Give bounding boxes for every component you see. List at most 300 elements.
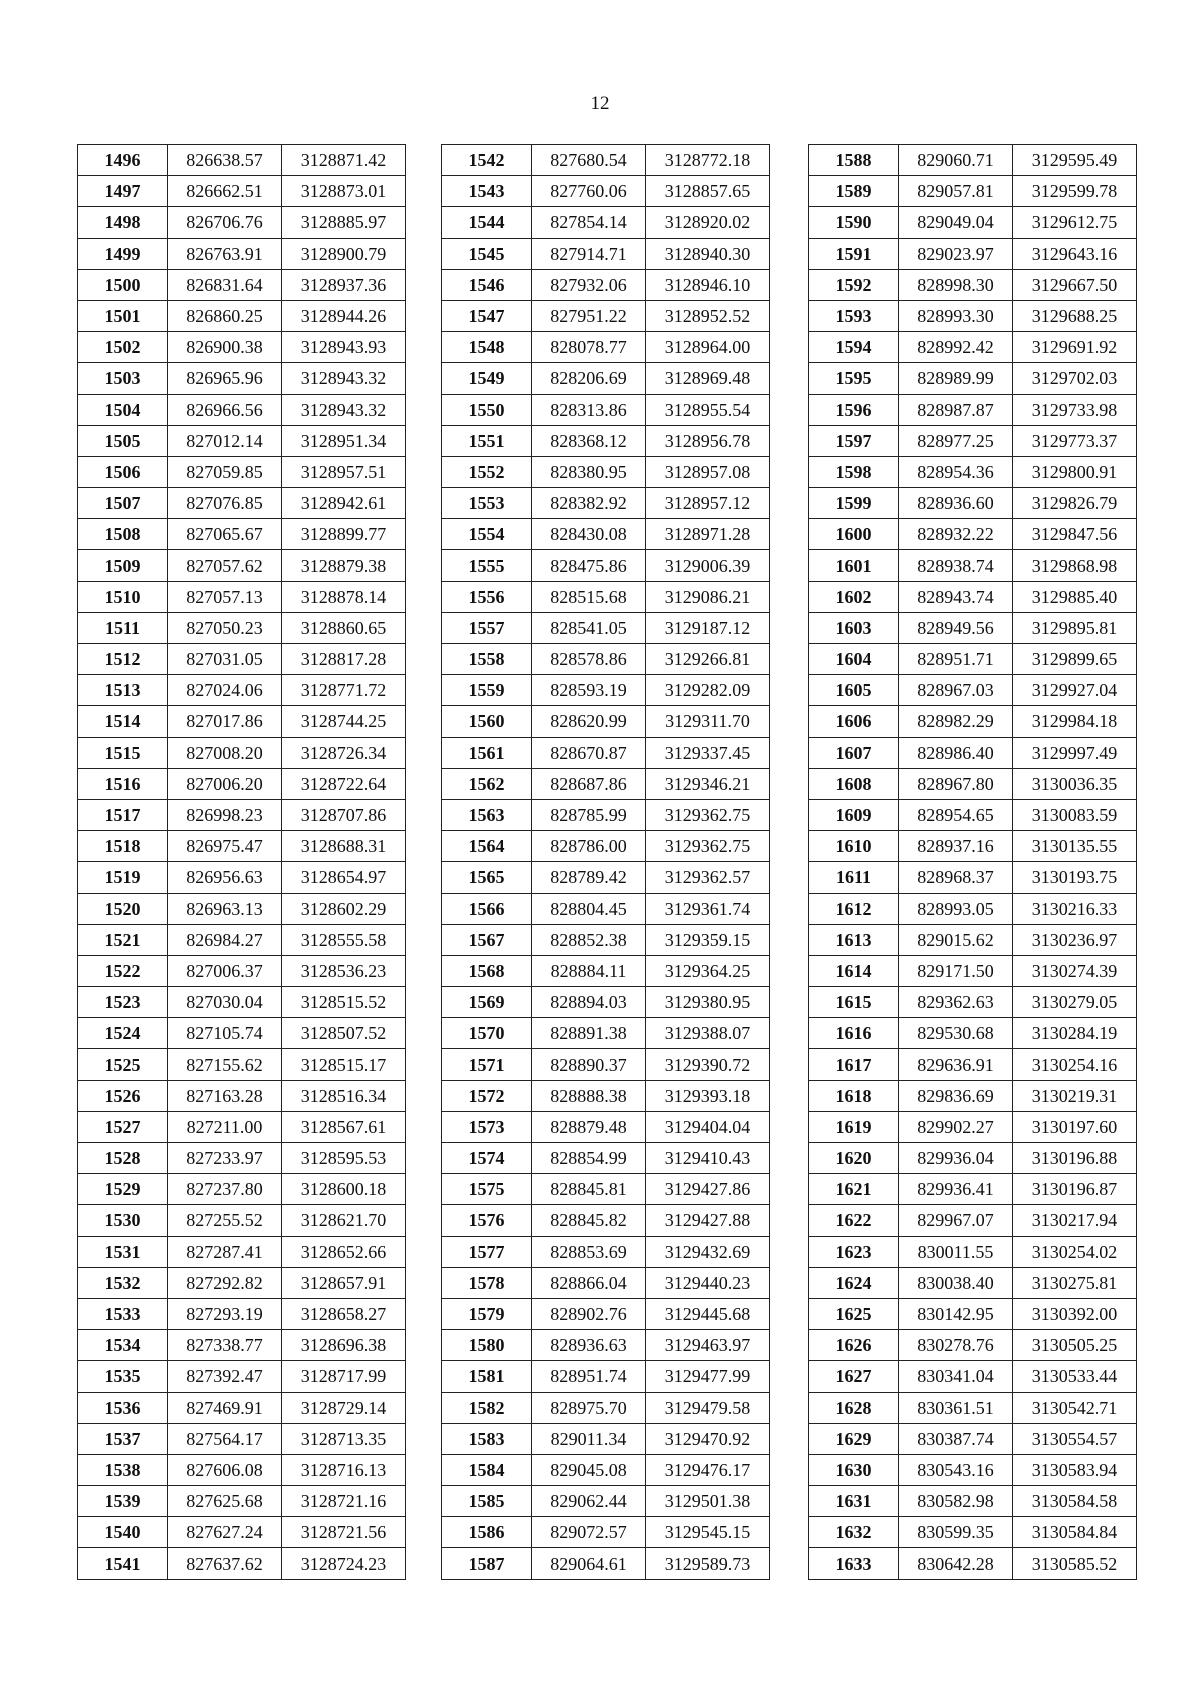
y-coordinate-cell: 3128964.00 (646, 332, 770, 363)
table-row (809, 394, 1137, 425)
y-coordinate-cell: 3129187.12 (646, 612, 770, 643)
y-coordinate-cell: 3130135.55 (1013, 831, 1137, 862)
y-coordinate-cell: 3130279.05 (1013, 987, 1137, 1018)
x-coordinate-cell: 827292.82 (168, 1267, 282, 1298)
table-row (78, 675, 406, 706)
x-coordinate-cell: 829049.04 (899, 207, 1013, 238)
point-number-cell: 1621 (809, 1174, 899, 1205)
x-coordinate-cell: 827914.71 (532, 238, 646, 269)
table-row (809, 612, 1137, 643)
y-coordinate-cell: 3128507.52 (282, 1018, 406, 1049)
x-coordinate-cell: 828866.04 (532, 1267, 646, 1298)
x-coordinate-cell: 827057.62 (168, 550, 282, 581)
y-coordinate-cell: 3128944.26 (282, 300, 406, 331)
point-number-cell: 1502 (78, 332, 168, 363)
table-row (809, 955, 1137, 986)
x-coordinate-cell: 827680.54 (532, 145, 646, 176)
table-row (809, 300, 1137, 331)
table-row (809, 207, 1137, 238)
x-coordinate-cell: 828954.36 (899, 456, 1013, 487)
y-coordinate-cell: 3129427.86 (646, 1174, 770, 1205)
point-number-cell: 1511 (78, 612, 168, 643)
y-coordinate-cell: 3128956.78 (646, 425, 770, 456)
x-coordinate-cell: 826831.64 (168, 269, 282, 300)
x-coordinate-cell: 826956.63 (168, 862, 282, 893)
x-coordinate-cell: 827564.17 (168, 1423, 282, 1454)
table-row (78, 363, 406, 394)
x-coordinate-cell: 830582.98 (899, 1486, 1013, 1517)
table-row (809, 768, 1137, 799)
table-row (442, 145, 770, 176)
point-number-cell: 1516 (78, 768, 168, 799)
x-coordinate-cell: 828891.38 (532, 1018, 646, 1049)
x-coordinate-cell: 829636.91 (899, 1049, 1013, 1080)
point-number-cell: 1552 (442, 456, 532, 487)
y-coordinate-cell: 3130197.60 (1013, 1111, 1137, 1142)
y-coordinate-cell: 3128871.42 (282, 145, 406, 176)
point-number-cell: 1577 (442, 1236, 532, 1267)
table-row (442, 955, 770, 986)
point-number-cell: 1569 (442, 987, 532, 1018)
y-coordinate-cell: 3128658.27 (282, 1298, 406, 1329)
y-coordinate-cell: 3128873.01 (282, 176, 406, 207)
table-row (809, 893, 1137, 924)
x-coordinate-cell: 828949.56 (899, 612, 1013, 643)
table-row (809, 1143, 1137, 1174)
y-coordinate-cell: 3128955.54 (646, 394, 770, 425)
y-coordinate-cell: 3129410.43 (646, 1143, 770, 1174)
y-coordinate-cell: 3129380.95 (646, 987, 770, 1018)
table-row (442, 300, 770, 331)
table-row (442, 1018, 770, 1049)
table-row (809, 581, 1137, 612)
table-row (442, 1267, 770, 1298)
table-row (809, 1111, 1137, 1142)
table-row (442, 1174, 770, 1205)
y-coordinate-cell: 3128516.34 (282, 1080, 406, 1111)
point-number-cell: 1554 (442, 519, 532, 550)
y-coordinate-cell: 3129927.04 (1013, 675, 1137, 706)
y-coordinate-cell: 3128899.77 (282, 519, 406, 550)
point-number-cell: 1622 (809, 1205, 899, 1236)
x-coordinate-cell: 829936.04 (899, 1143, 1013, 1174)
table-row (809, 176, 1137, 207)
y-coordinate-cell: 3128943.93 (282, 332, 406, 363)
point-number-cell: 1556 (442, 581, 532, 612)
x-coordinate-cell: 827469.91 (168, 1392, 282, 1423)
y-coordinate-cell: 3128860.65 (282, 612, 406, 643)
x-coordinate-cell: 828578.86 (532, 644, 646, 675)
x-coordinate-cell: 828368.12 (532, 425, 646, 456)
table-row (809, 831, 1137, 862)
x-coordinate-cell: 830038.40 (899, 1267, 1013, 1298)
x-coordinate-cell: 828938.74 (899, 550, 1013, 581)
x-coordinate-cell: 827392.47 (168, 1361, 282, 1392)
table-row (809, 550, 1137, 581)
table-row (442, 519, 770, 550)
point-number-cell: 1517 (78, 799, 168, 830)
x-coordinate-cell: 828992.42 (899, 332, 1013, 363)
table-row (442, 1517, 770, 1548)
x-coordinate-cell: 830011.55 (899, 1236, 1013, 1267)
y-coordinate-cell: 3128943.32 (282, 394, 406, 425)
table-row (809, 363, 1137, 394)
x-coordinate-cell: 827932.06 (532, 269, 646, 300)
point-number-cell: 1604 (809, 644, 899, 675)
x-coordinate-cell: 828687.86 (532, 768, 646, 799)
y-coordinate-cell: 3129311.70 (646, 706, 770, 737)
x-coordinate-cell: 828670.87 (532, 737, 646, 768)
point-number-cell: 1527 (78, 1111, 168, 1142)
y-coordinate-cell: 3128900.79 (282, 238, 406, 269)
table-row (809, 519, 1137, 550)
y-coordinate-cell: 3129733.98 (1013, 394, 1137, 425)
table-row (78, 425, 406, 456)
point-number-cell: 1525 (78, 1049, 168, 1080)
point-number-cell: 1543 (442, 176, 532, 207)
point-number-cell: 1598 (809, 456, 899, 487)
table-row (809, 1454, 1137, 1485)
point-number-cell: 1594 (809, 332, 899, 363)
point-number-cell: 1605 (809, 675, 899, 706)
y-coordinate-cell: 3129086.21 (646, 581, 770, 612)
x-coordinate-cell: 828206.69 (532, 363, 646, 394)
y-coordinate-cell: 3128857.65 (646, 176, 770, 207)
point-number-cell: 1520 (78, 893, 168, 924)
x-coordinate-cell: 828975.70 (532, 1392, 646, 1423)
y-coordinate-cell: 3130217.94 (1013, 1205, 1137, 1236)
x-coordinate-cell: 827211.00 (168, 1111, 282, 1142)
table-row (78, 893, 406, 924)
x-coordinate-cell: 828879.48 (532, 1111, 646, 1142)
point-number-cell: 1609 (809, 799, 899, 830)
point-number-cell: 1626 (809, 1330, 899, 1361)
point-number-cell: 1529 (78, 1174, 168, 1205)
x-coordinate-cell: 829011.34 (532, 1423, 646, 1454)
y-coordinate-cell: 3129361.74 (646, 893, 770, 924)
point-number-cell: 1606 (809, 706, 899, 737)
x-coordinate-cell: 827606.08 (168, 1454, 282, 1485)
point-number-cell: 1618 (809, 1080, 899, 1111)
table-row (442, 1423, 770, 1454)
x-coordinate-cell: 826984.27 (168, 924, 282, 955)
y-coordinate-cell: 3128957.12 (646, 488, 770, 519)
y-coordinate-cell: 3128771.72 (282, 675, 406, 706)
point-number-cell: 1596 (809, 394, 899, 425)
point-number-cell: 1512 (78, 644, 168, 675)
x-coordinate-cell: 827760.06 (532, 176, 646, 207)
y-coordinate-cell: 3128595.53 (282, 1143, 406, 1174)
table-row (78, 1423, 406, 1454)
point-number-cell: 1544 (442, 207, 532, 238)
table-row (78, 145, 406, 176)
y-coordinate-cell: 3128946.10 (646, 269, 770, 300)
table-row (442, 737, 770, 768)
x-coordinate-cell: 830543.16 (899, 1454, 1013, 1485)
table-row (78, 238, 406, 269)
y-coordinate-cell: 3129266.81 (646, 644, 770, 675)
point-number-cell: 1519 (78, 862, 168, 893)
table-row (78, 581, 406, 612)
x-coordinate-cell: 828785.99 (532, 799, 646, 830)
y-coordinate-cell: 3128567.61 (282, 1111, 406, 1142)
y-coordinate-cell: 3130254.16 (1013, 1049, 1137, 1080)
point-number-cell: 1595 (809, 363, 899, 394)
x-coordinate-cell: 828987.87 (899, 394, 1013, 425)
x-coordinate-cell: 828894.03 (532, 987, 646, 1018)
x-coordinate-cell: 827155.62 (168, 1049, 282, 1080)
point-number-cell: 1614 (809, 955, 899, 986)
table-row (442, 238, 770, 269)
x-coordinate-cell: 828845.81 (532, 1174, 646, 1205)
point-number-cell: 1572 (442, 1080, 532, 1111)
y-coordinate-cell: 3128729.14 (282, 1392, 406, 1423)
point-number-cell: 1507 (78, 488, 168, 519)
x-coordinate-cell: 829060.71 (899, 145, 1013, 176)
y-coordinate-cell: 3128942.61 (282, 488, 406, 519)
point-number-cell: 1583 (442, 1423, 532, 1454)
point-number-cell: 1534 (78, 1330, 168, 1361)
x-coordinate-cell: 828932.22 (899, 519, 1013, 550)
x-coordinate-cell: 828620.99 (532, 706, 646, 737)
point-number-cell: 1542 (442, 145, 532, 176)
point-number-cell: 1561 (442, 737, 532, 768)
y-coordinate-cell: 3129362.57 (646, 862, 770, 893)
y-coordinate-cell: 3129589.73 (646, 1548, 770, 1579)
point-number-cell: 1623 (809, 1236, 899, 1267)
point-number-cell: 1587 (442, 1548, 532, 1579)
x-coordinate-cell: 828954.65 (899, 799, 1013, 830)
table-row (809, 1548, 1137, 1579)
y-coordinate-cell: 3129895.81 (1013, 612, 1137, 643)
point-number-cell: 1513 (78, 675, 168, 706)
y-coordinate-cell: 3130583.94 (1013, 1454, 1137, 1485)
table-row (78, 1454, 406, 1485)
x-coordinate-cell: 826966.56 (168, 394, 282, 425)
x-coordinate-cell: 828951.71 (899, 644, 1013, 675)
table-row (442, 987, 770, 1018)
x-coordinate-cell: 828313.86 (532, 394, 646, 425)
x-coordinate-cell: 828937.16 (899, 831, 1013, 862)
table-row (78, 1174, 406, 1205)
x-coordinate-cell: 826638.57 (168, 145, 282, 176)
x-coordinate-cell: 829057.81 (899, 176, 1013, 207)
y-coordinate-cell: 3129997.49 (1013, 737, 1137, 768)
table-row (809, 1298, 1137, 1329)
x-coordinate-cell: 829836.69 (899, 1080, 1013, 1111)
table-row (809, 238, 1137, 269)
x-coordinate-cell: 826706.76 (168, 207, 282, 238)
table-row (809, 706, 1137, 737)
x-coordinate-cell: 828804.45 (532, 893, 646, 924)
x-coordinate-cell: 829015.62 (899, 924, 1013, 955)
y-coordinate-cell: 3128920.02 (646, 207, 770, 238)
point-number-cell: 1549 (442, 363, 532, 394)
x-coordinate-cell: 830642.28 (899, 1548, 1013, 1579)
table-row (809, 1205, 1137, 1236)
table-row (809, 737, 1137, 768)
point-number-cell: 1630 (809, 1454, 899, 1485)
point-number-cell: 1580 (442, 1330, 532, 1361)
point-number-cell: 1590 (809, 207, 899, 238)
table-row (78, 1361, 406, 1392)
point-number-cell: 1576 (442, 1205, 532, 1236)
table-row (78, 924, 406, 955)
x-coordinate-cell: 826763.91 (168, 238, 282, 269)
point-number-cell: 1503 (78, 363, 168, 394)
table-row (442, 394, 770, 425)
point-number-cell: 1536 (78, 1392, 168, 1423)
point-number-cell: 1540 (78, 1517, 168, 1548)
y-coordinate-cell: 3129773.37 (1013, 425, 1137, 456)
point-number-cell: 1611 (809, 862, 899, 893)
point-number-cell: 1496 (78, 145, 168, 176)
coordinate-table-1 (77, 144, 406, 1580)
table-row (442, 1298, 770, 1329)
point-number-cell: 1585 (442, 1486, 532, 1517)
x-coordinate-cell: 829045.08 (532, 1454, 646, 1485)
point-number-cell: 1541 (78, 1548, 168, 1579)
table-row (809, 1174, 1137, 1205)
x-coordinate-cell: 830387.74 (899, 1423, 1013, 1454)
table-row (442, 1392, 770, 1423)
table-row (78, 644, 406, 675)
y-coordinate-cell: 3129388.07 (646, 1018, 770, 1049)
point-number-cell: 1601 (809, 550, 899, 581)
x-coordinate-cell: 828936.60 (899, 488, 1013, 519)
y-coordinate-cell: 3130193.75 (1013, 862, 1137, 893)
y-coordinate-cell: 3129390.72 (646, 1049, 770, 1080)
table-row (78, 519, 406, 550)
x-coordinate-cell: 827951.22 (532, 300, 646, 331)
x-coordinate-cell: 828845.82 (532, 1205, 646, 1236)
y-coordinate-cell: 3128726.34 (282, 737, 406, 768)
y-coordinate-cell: 3128721.56 (282, 1517, 406, 1548)
point-number-cell: 1563 (442, 799, 532, 830)
x-coordinate-cell: 828967.80 (899, 768, 1013, 799)
x-coordinate-cell: 827012.14 (168, 425, 282, 456)
point-number-cell: 1521 (78, 924, 168, 955)
x-coordinate-cell: 829062.44 (532, 1486, 646, 1517)
x-coordinate-cell: 827287.41 (168, 1236, 282, 1267)
x-coordinate-cell: 827017.86 (168, 706, 282, 737)
table-row (78, 799, 406, 830)
table-row (442, 1205, 770, 1236)
point-number-cell: 1578 (442, 1267, 532, 1298)
x-coordinate-cell: 828968.37 (899, 862, 1013, 893)
x-coordinate-cell: 827233.97 (168, 1143, 282, 1174)
x-coordinate-cell: 827008.20 (168, 737, 282, 768)
x-coordinate-cell: 828078.77 (532, 332, 646, 363)
y-coordinate-cell: 3129688.25 (1013, 300, 1137, 331)
y-coordinate-cell: 3129479.58 (646, 1392, 770, 1423)
table-row (78, 987, 406, 1018)
y-coordinate-cell: 3130284.19 (1013, 1018, 1137, 1049)
x-coordinate-cell: 828593.19 (532, 675, 646, 706)
point-number-cell: 1547 (442, 300, 532, 331)
point-number-cell: 1570 (442, 1018, 532, 1049)
x-coordinate-cell: 826860.25 (168, 300, 282, 331)
table-row (78, 612, 406, 643)
point-number-cell: 1615 (809, 987, 899, 1018)
y-coordinate-cell: 3129826.79 (1013, 488, 1137, 519)
table-row (809, 1236, 1137, 1267)
y-coordinate-cell: 3128772.18 (646, 145, 770, 176)
table-row (78, 1111, 406, 1142)
point-number-cell: 1530 (78, 1205, 168, 1236)
table-row (442, 1143, 770, 1174)
y-coordinate-cell: 3129899.65 (1013, 644, 1137, 675)
x-coordinate-cell: 827065.67 (168, 519, 282, 550)
table-row (78, 1486, 406, 1517)
y-coordinate-cell: 3128602.29 (282, 893, 406, 924)
table-row (78, 1236, 406, 1267)
point-number-cell: 1505 (78, 425, 168, 456)
point-number-cell: 1567 (442, 924, 532, 955)
point-number-cell: 1539 (78, 1486, 168, 1517)
x-coordinate-cell: 827031.05 (168, 644, 282, 675)
y-coordinate-cell: 3128885.97 (282, 207, 406, 238)
x-coordinate-cell: 830361.51 (899, 1392, 1013, 1423)
table-row (442, 176, 770, 207)
table-row (809, 269, 1137, 300)
x-coordinate-cell: 830142.95 (899, 1298, 1013, 1329)
y-coordinate-cell: 3128716.13 (282, 1454, 406, 1485)
table-row (78, 550, 406, 581)
table-row (809, 862, 1137, 893)
x-coordinate-cell: 830341.04 (899, 1361, 1013, 1392)
point-number-cell: 1550 (442, 394, 532, 425)
y-coordinate-cell: 3128688.31 (282, 831, 406, 862)
point-number-cell: 1616 (809, 1018, 899, 1049)
table-row (809, 1049, 1137, 1080)
y-coordinate-cell: 3129364.25 (646, 955, 770, 986)
x-coordinate-cell: 828854.99 (532, 1143, 646, 1174)
x-coordinate-cell: 828515.68 (532, 581, 646, 612)
point-number-cell: 1504 (78, 394, 168, 425)
y-coordinate-cell: 3129691.92 (1013, 332, 1137, 363)
y-coordinate-cell: 3128657.91 (282, 1267, 406, 1298)
y-coordinate-cell: 3129362.75 (646, 799, 770, 830)
y-coordinate-cell: 3128943.32 (282, 363, 406, 394)
x-coordinate-cell: 828967.03 (899, 675, 1013, 706)
table-row (442, 768, 770, 799)
table-row (78, 737, 406, 768)
table-row (442, 612, 770, 643)
table-row (78, 1298, 406, 1329)
coordinate-table-3 (808, 144, 1137, 1580)
table-row (78, 1330, 406, 1361)
x-coordinate-cell: 827637.62 (168, 1548, 282, 1579)
point-number-cell: 1575 (442, 1174, 532, 1205)
point-number-cell: 1564 (442, 831, 532, 862)
point-number-cell: 1624 (809, 1267, 899, 1298)
point-number-cell: 1625 (809, 1298, 899, 1329)
point-number-cell: 1508 (78, 519, 168, 550)
table-row (442, 831, 770, 862)
x-coordinate-cell: 828888.38 (532, 1080, 646, 1111)
table-row (809, 1080, 1137, 1111)
x-coordinate-cell: 828382.92 (532, 488, 646, 519)
point-number-cell: 1531 (78, 1236, 168, 1267)
table-row (78, 1049, 406, 1080)
y-coordinate-cell: 3129282.09 (646, 675, 770, 706)
point-number-cell: 1499 (78, 238, 168, 269)
point-number-cell: 1581 (442, 1361, 532, 1392)
y-coordinate-cell: 3129984.18 (1013, 706, 1137, 737)
table-row (442, 1486, 770, 1517)
point-number-cell: 1538 (78, 1454, 168, 1485)
